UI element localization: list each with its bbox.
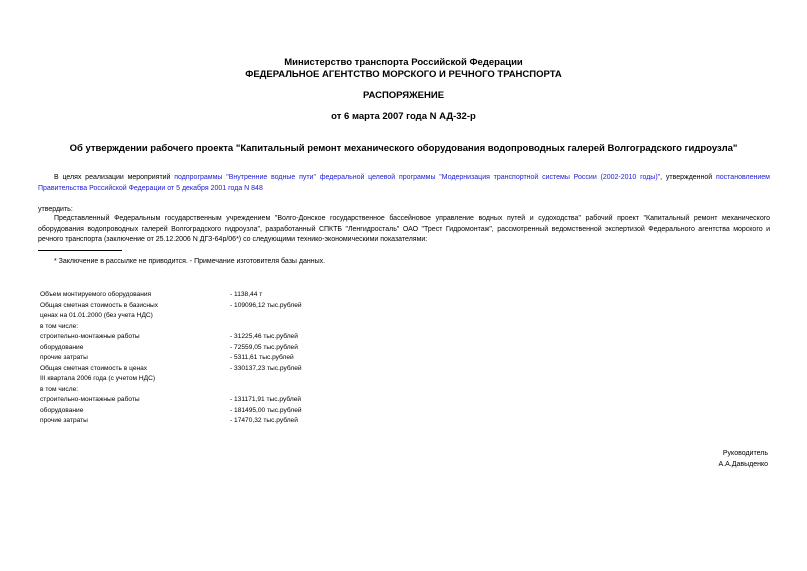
- indicator-label: прочие затраты: [40, 417, 88, 424]
- indicator-row: [40, 374, 340, 385]
- government-decree-link[interactable]: постановлением Правительства Российской Федерации от 5 декабря 2001 года N 848: [38, 174, 770, 192]
- signer-name: А.А.Давыденко: [718, 461, 768, 468]
- indicator-label: в том числе:: [40, 322, 79, 330]
- footnote-divider: [38, 250, 122, 251]
- indicator-label: III квартала 2006 года (с учетом НДС): [40, 375, 156, 382]
- indicator-value: - 72559,05 тыс.рублей: [230, 343, 298, 351]
- indicator-row: [40, 311, 340, 322]
- indicator-value: - 109096,12 тыс.рублей: [230, 301, 302, 309]
- subprogram-link[interactable]: подпрограммы "Внутренние водные пути" федеральной целевой программы "Модернизация транспортной системы России (2002-2010 годы)": [174, 174, 661, 181]
- indicator-label: прочие затраты: [40, 354, 88, 361]
- indicator-row: [40, 416, 340, 427]
- indicator-label: Общая сметная стоимость в ценах: [40, 364, 148, 372]
- approve-word: утвердить:: [38, 206, 73, 213]
- indicator-row: [40, 364, 340, 375]
- indicator-value: - 181495,00 тыс.рублей: [230, 406, 302, 414]
- indicator-label: ценах на 01.01.2000 (без учета НДС): [40, 312, 153, 319]
- indicator-row: [40, 332, 340, 343]
- body-paragraph: Представленный Федеральным государственным учреждением "Волго-Донское государственное бассейновое управление водных путей и судоходства" рабочий проект "Капитальный ремонт механического оборудования водопроводных галерей Волгоградского гидроузла", разработанный СПКТБ "Ленгидросталь" ОАО "Трест Гидромонтаж", рассмотренный ведомственной экспертизой Федерального агентства морского и речного транспорта (заключение от 25.12.2006 N ДГЗ-64р/06*) со следующими технико-экономическими показателями:: [38, 215, 770, 244]
- intro-text-1: В целях реализации мероприятий: [54, 174, 175, 181]
- indicator-label: Объем монтируемого оборудования: [40, 291, 152, 298]
- intro-paragraph: [38, 172, 770, 194]
- document-subject: Об утверждении рабочего проекта "Капитальный ремонт механического оборудования водопроводных галерей Волгоградского гидроузла": [69, 143, 738, 154]
- indicator-label: оборудование: [40, 406, 84, 414]
- ministry-name: Министерство транспорта Российской Федерации: [284, 57, 523, 68]
- document-type: РАСПОРЯЖЕНИЕ: [362, 90, 445, 101]
- indicator-row: [40, 395, 340, 406]
- indicator-row: [40, 353, 340, 364]
- indicator-value: - 31225,46 тыс.рублей: [230, 333, 298, 340]
- indicators-table: [40, 290, 340, 427]
- indicator-value: - 330137,23 тыс.рублей: [230, 364, 302, 372]
- indicator-row: [40, 343, 340, 354]
- intro-text-2: , утвержденной: [660, 174, 716, 181]
- document-date: от 6 марта 2007 года N АД-32-р: [331, 111, 476, 122]
- indicator-value: - 1138,44 т: [230, 291, 263, 298]
- indicator-label: строительно-монтажные работы: [40, 396, 140, 403]
- indicator-label: оборудование: [40, 343, 84, 351]
- indicator-row: [40, 322, 340, 333]
- footnote: * Заключение в рассылке не приводится. - Примечание изготовителя базы данных.: [54, 258, 326, 265]
- indicator-row: [40, 290, 340, 301]
- indicator-row: [40, 406, 340, 417]
- agency-name: ФЕДЕРАЛЬНОЕ АГЕНТСТВО МОРСКОГО И РЕЧНОГО ТРАНСПОРТА: [245, 69, 562, 80]
- indicator-value: - 17470,32 тыс.рублей: [230, 417, 298, 424]
- indicator-label: строительно-монтажные работы: [40, 333, 140, 340]
- indicator-row: [40, 301, 340, 312]
- indicator-row: [40, 385, 340, 396]
- indicator-value: - 5311,61 тыс.рублей: [230, 354, 294, 361]
- indicator-label: Общая сметная стоимость в базисных: [40, 301, 159, 309]
- indicator-label: в том числе:: [40, 385, 79, 393]
- signer-title: Руководитель: [722, 450, 768, 457]
- indicator-value: - 131171,91 тыс.рублей: [230, 396, 302, 403]
